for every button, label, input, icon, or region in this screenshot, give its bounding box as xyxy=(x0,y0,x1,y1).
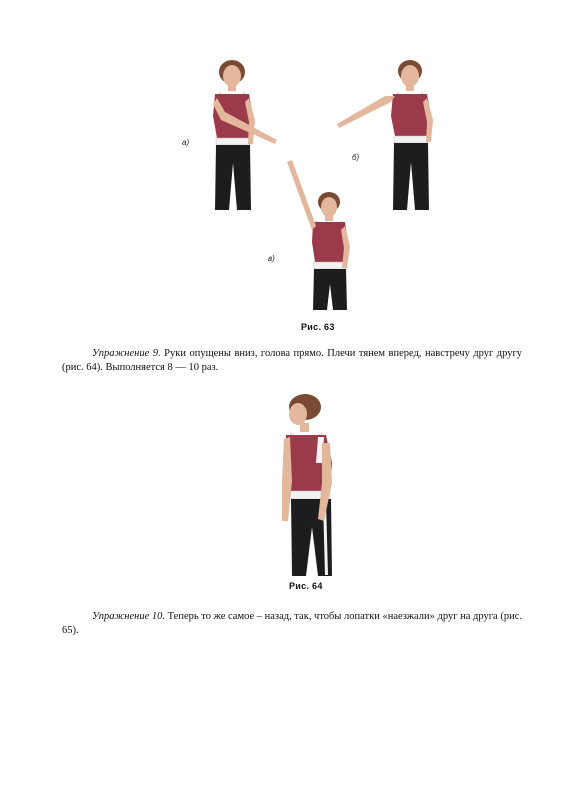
figure-63-label-a: а) xyxy=(182,138,190,147)
photo-64-person-side-view xyxy=(276,393,346,578)
photo-63c-person-arm-raised xyxy=(285,158,365,313)
exercise-10-title: Упражнение 10. xyxy=(92,611,166,622)
exercise-9-text: Руки опущены вниз, голова прямо. Плечи тянем вперед, навстречу друг другу (рис. 64). Выполняется 8 — 10 раз. xyxy=(62,348,523,373)
exercise-9-paragraph xyxy=(62,347,522,375)
exercise-9-title: Упражнение 9. xyxy=(92,348,161,359)
figure-63-label-b: б) xyxy=(352,153,360,162)
photo-63a-person-arm-across xyxy=(195,58,285,213)
exercise-10-paragraph xyxy=(62,610,522,638)
figure-63-label-c: в) xyxy=(268,254,275,263)
figure-64-caption: Рис. 64 xyxy=(289,581,323,591)
figure-63-caption: Рис. 63 xyxy=(301,322,335,332)
exercise-10-text: Теперь то же самое – назад, так, чтобы лопатки «наезжали» друг на друга (рис. 65). xyxy=(62,611,522,636)
